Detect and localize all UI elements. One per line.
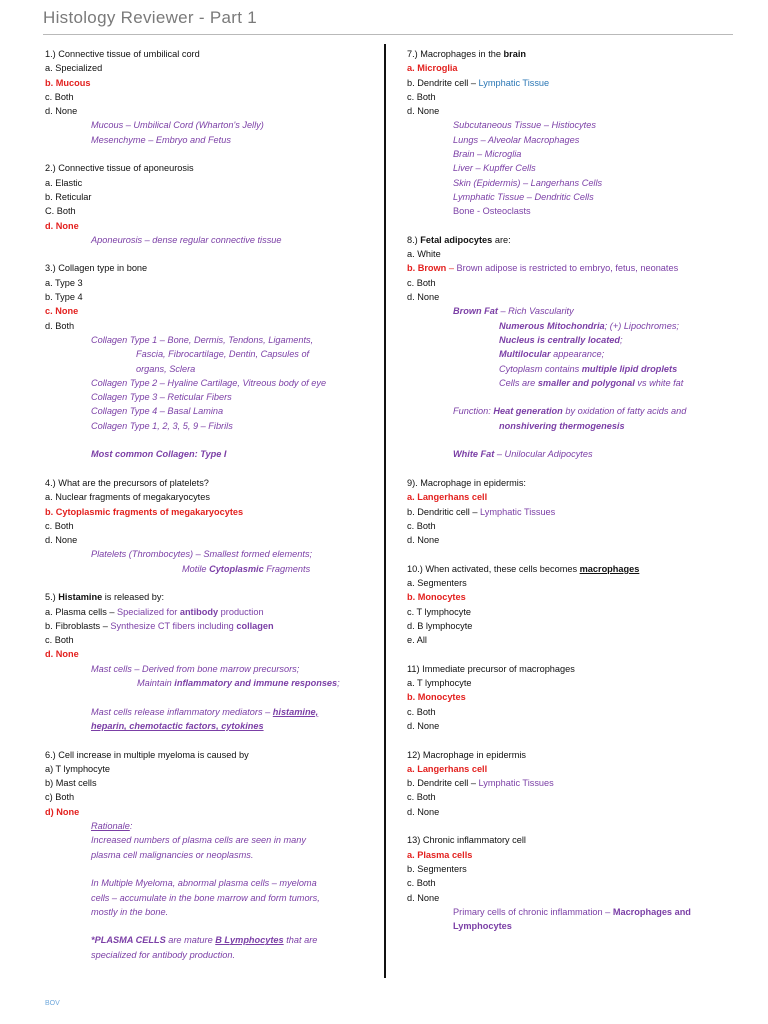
q10-option-b-answer: b. Monocytes [407,592,466,603]
q13-note: Lymphocytes [453,921,512,932]
q5-option-a: a. Plasma cells – Specialized for antibody production [45,606,264,617]
title-divider [43,34,733,35]
q11-option-a: a. T lymphocyte [407,678,472,689]
q6-option-b: b) Mast cells [45,778,97,789]
q1-option-a: a. Specialized [45,63,103,74]
q11-option-d: d. None [407,720,440,731]
q3-note: Collagen Type 1 – Bone, Dermis, Tendons, Ligaments, [91,334,314,345]
q6-rationale: mostly in the bone. [91,906,169,917]
q8-brown-fat: Cytoplasm contains multiple lipid droplets [499,363,678,374]
q5-note: Mast cells – Derived from bone marrow precursors; [91,663,300,674]
q1-option-c: c. Both [45,91,74,102]
q9-option-c: c. Both [407,520,436,531]
q3-note: Collagen Type 2 – Hyaline Cartilage, Vitreous body of eye [91,377,327,388]
question-7: 7.) Macrophages in the brain [407,49,526,59]
q3-note: organs, Sclera [136,363,196,374]
q5-note: Maintain inflammatory and immune responses; [137,678,340,689]
q4-note: Platelets (Thrombocytes) – Smallest formed elements; [91,549,313,560]
q2-option-c: C. Both [45,206,76,217]
q3-note: Collagen Type 3 – Reticular Fibers [91,392,232,403]
q5-option-b: b. Fibroblasts – Synthesize CT fibers including collagen [45,620,274,631]
q1-option-b-answer: b. Mucous [45,77,91,88]
q13-option-a-answer: a. Plasma cells [407,849,473,860]
q13-option-b: b. Segmenters [407,863,467,874]
q6-option-c: c) Both [45,792,75,803]
q5-option-c: c. Both [45,635,74,646]
q6-rationale: *PLASMA CELLS are mature B Lymphocytes that are [91,935,318,946]
q8-white-fat: White Fat – Unilocular Adipocytes [453,449,593,460]
q13-note: Primary cells of chronic inflammation – Macrophages and [453,906,691,917]
q9-option-d: d. None [407,535,440,546]
q6-rationale-title: Rationale: [91,821,133,832]
q3-option-a: a. Type 3 [45,277,83,288]
q8-brown-fat: Cells are smaller and polygonal vs white fat [499,377,684,388]
q11-option-b-answer: b. Monocytes [407,692,466,703]
q9-option-b: b. Dendritic cell – Lymphatic Tissues [407,506,556,517]
q8-option-b-answer: b. Brown – Brown adipose is restricted to embryo, fetus, neonates [407,263,679,274]
q1-note: Mucous – Umbilical Cord (Wharton's Jelly) [91,120,264,131]
q8-function: nonshivering thermogenesis [499,420,625,431]
q13-option-d: d. None [407,892,440,903]
q12-option-d: d. None [407,806,440,817]
question-9: 9). Macrophage in epidermis: [407,477,526,488]
q12-option-a-answer: a. Langerhans cell [407,763,488,774]
q6-option-a: a) T lymphocyte [45,763,111,774]
q5-note: heparin, chemotactic factors, cytokines [91,720,264,731]
q6-rationale: In Multiple Myeloma, abnormal plasma cells – myeloma [91,878,317,889]
question-3: 3.) Collagen type in bone [45,263,148,274]
q4-option-d: d. None [45,535,78,546]
q3-option-b: b. Type 4 [45,292,83,303]
q7-note: Liver – Kupffer Cells [453,163,536,174]
q10-option-a: a. Segmenters [407,577,467,588]
question-1: 1.) Connective tissue of umbilical cord [45,49,200,59]
question-10: 10.) When activated, these cells becomes macrophages [407,563,640,574]
question-8: 8.) Fetal adipocytes are: [407,234,511,245]
q10-option-c: c. T lymphocyte [407,606,471,617]
q2-note: Aponeurosis – dense regular connective tissue [91,234,282,245]
q13-option-c: c. Both [407,878,436,889]
q4-option-b-answer: b. Cytoplasmic fragments of megakaryocytes [45,506,244,517]
q4-option-a: a. Nuclear fragments of megakaryocytes [45,492,210,503]
question-13: 13) Chronic inflammatory cell [407,835,526,846]
q8-option-a: a. White [407,249,441,260]
q12-option-c: c. Both [407,792,436,803]
q7-note: Lymphatic Tissue – Dendritic Cells [453,191,594,202]
q1-option-d: d. None [45,106,78,117]
question-6: 6.) Cell increase in multiple myeloma is caused by [45,749,249,760]
q3-note: Collagen Type 1, 2, 3, 5, 9 – Fibrils [91,420,233,431]
q6-rationale: plasma cell malignancies or neoplasms. [91,849,254,860]
question-11: 11) Immediate precursor of macrophages [407,663,575,674]
question-5: 5.) Histamine is released by: [45,592,164,603]
q8-brown-fat: Brown Fat – Rich Vascularity [453,306,574,317]
q11-option-c: c. Both [407,706,436,717]
question-12: 12) Macrophage in epidermis [407,749,526,760]
q3-note: Collagen Type 4 – Basal Lamina [91,406,224,417]
q3-note: Fascia, Fibrocartilage, Dentin, Capsules of [136,349,310,360]
q10-option-d: d. B lymphocyte [407,620,473,631]
q6-rationale: cells – accumulate in the bone marrow and form tumors, [91,892,320,903]
q8-brown-fat: Numerous Mitochondria; (+) Lipochromes; [499,320,679,331]
footer-initials: BOV [45,1000,60,1007]
q7-option-c: c. Both [407,91,436,102]
q3-option-c-answer: c. None [45,306,79,317]
q8-brown-fat: Nucleus is centrally located; [499,334,623,345]
page-title: Histology Reviewer - Part 1 [43,8,258,27]
q7-note: Bone - Osteoclasts [453,206,531,217]
q3-common-collagen: Most common Collagen: Type I [91,449,227,460]
question-4: 4.) What are the precursors of platelets? [45,477,209,488]
question-2: 2.) Connective tissue of aponeurosis [45,163,194,174]
q10-option-e: e. All [407,635,427,646]
q5-option-d-answer: d. None [45,649,79,660]
q7-option-a-answer: a. Microglia [407,63,458,74]
q5-note: Mast cells release inflammatory mediators – histamine, [91,706,319,717]
q2-option-b: b. Reticular [45,191,92,202]
q4-option-c: c. Both [45,520,74,531]
q2-option-d-answer: d. None [45,220,79,231]
q8-option-c: c. Both [407,277,436,288]
q1-note: Mesenchyme – Embryo and Fetus [91,134,231,145]
q2-option-a: a. Elastic [45,177,83,188]
q7-option-d: d. None [407,106,440,117]
q8-option-d: d. None [407,292,440,303]
q6-option-d-answer: d) None [45,806,80,817]
q6-rationale: Increased numbers of plasma cells are seen in many [91,835,306,846]
q7-note: Subcutaneous Tissue – Histiocytes [453,120,596,131]
q3-option-d: d. Both [45,320,75,331]
q4-note: Motile Cytoplasmic Fragments [182,563,311,574]
q8-brown-fat: Multilocular appearance; [499,349,605,360]
column-divider [384,44,386,978]
q12-option-b: b. Dendrite cell – Lymphatic Tissues [407,778,554,789]
q9-option-a-answer: a. Langerhans cell [407,492,488,503]
q7-note: Lungs – Alveolar Macrophages [453,134,580,145]
right-column [407,47,737,933]
q7-option-b: b. Dendrite cell – Lymphatic Tissue [407,77,550,88]
q7-note: Skin (Epidermis) – Langerhans Cells [453,177,603,188]
q8-function: Function: Heat generation by oxidation of fatty acids and [453,406,687,417]
left-column [45,47,375,962]
q6-rationale: specialized for antibody production. [91,949,236,960]
q7-note: Brain – Microglia [453,149,522,160]
